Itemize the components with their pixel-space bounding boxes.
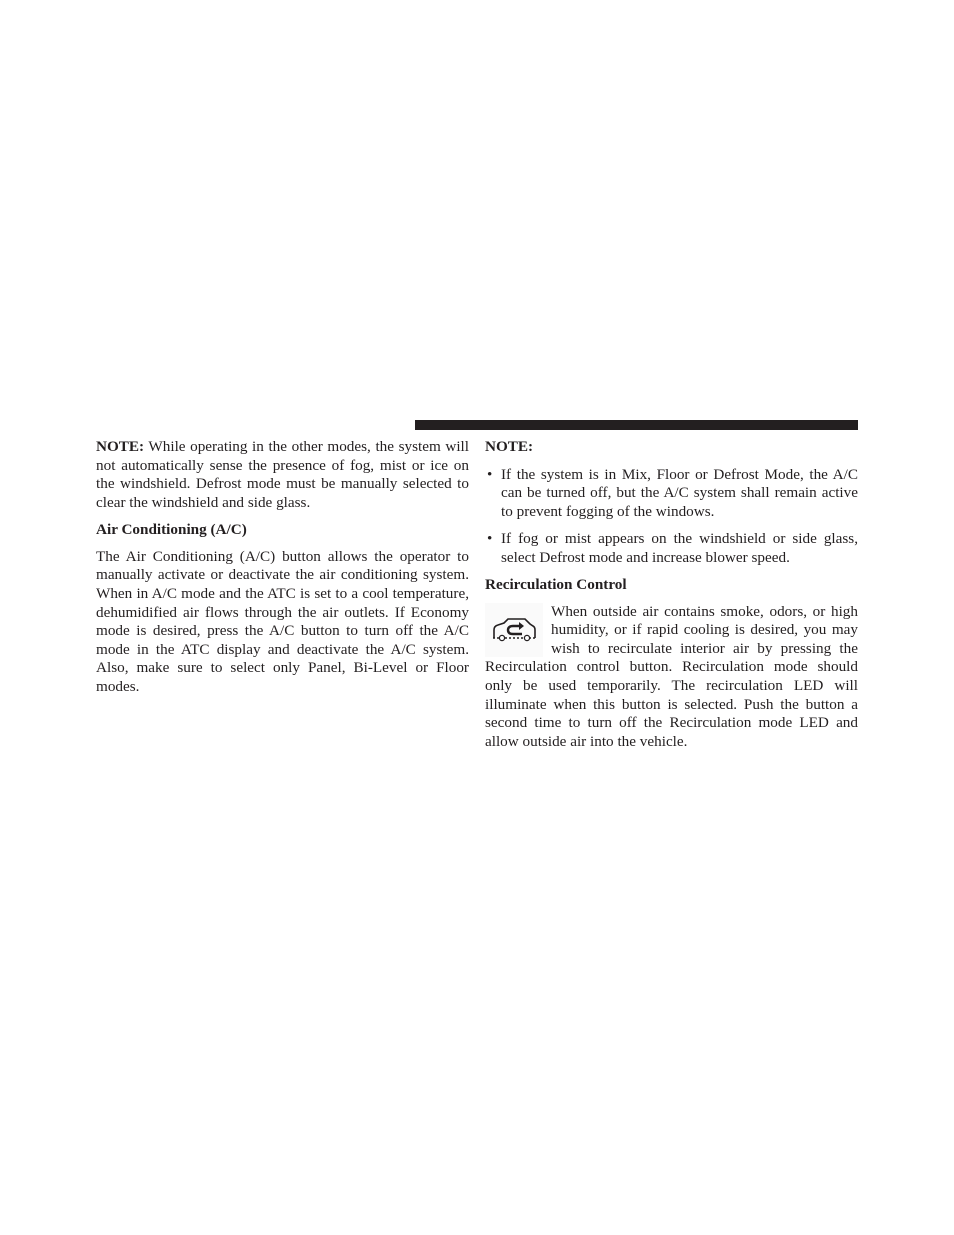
note-text: While operating in the other modes, the system will not automatically sense the presence of fog, mist or ice on the windshield. Defrost mode must be manually selected to clear the windshield and side glass.	[96, 438, 469, 511]
list-item	[485, 466, 858, 522]
header-bar	[415, 420, 858, 430]
ac-paragraph: The Air Conditioning (A/C) button allows the operator to manually activate or deactivate the air conditioning system. When in A/C mode and the ATC is set to a cool temperature, dehumidified air flows through the air outlets. If Economy mode is desired, press the A/C button to turn off the A/C mode in the ATC display and deactivate the A/C system. Also, make sure to select only Panel, Bi-Level or Floor modes.	[96, 547, 469, 695]
note-label-right: NOTE:	[485, 438, 534, 455]
note-paragraph-left	[96, 438, 469, 512]
bullet-dot: •	[487, 465, 493, 483]
right-column	[485, 438, 858, 751]
note-label: NOTE:	[96, 438, 145, 455]
recirc-text: When outside air contains smoke, odors, or high humidity, or if rapid cooling is desired, you may wish to recirculate interior air by pressing the Recirculation control button. Recirculation mode should only be used temporarily. The recirculation LED will illuminate when this button is selected. Push the button a second time to turn off the Recirculation mode LED and allow outside air into the vehicle.	[485, 602, 858, 750]
bullet-dot: •	[487, 529, 493, 547]
ac-heading: Air Conditioning (A/C)	[96, 520, 247, 538]
note-bullet-list	[485, 466, 858, 568]
recirc-paragraph	[485, 603, 858, 752]
recirc-heading: Recirculation Control	[485, 575, 627, 593]
bullet-text: If fog or mist appears on the windshield or side glass, select Defrost mode and increase blower speed.	[501, 529, 858, 566]
list-item	[485, 530, 858, 567]
left-column	[96, 438, 469, 697]
recirculation-icon	[485, 603, 543, 657]
bullet-text: If the system is in Mix, Floor or Defrost Mode, the A/C can be turned off, but the A/C system shall remain active to prevent fogging of the windows.	[501, 465, 858, 520]
